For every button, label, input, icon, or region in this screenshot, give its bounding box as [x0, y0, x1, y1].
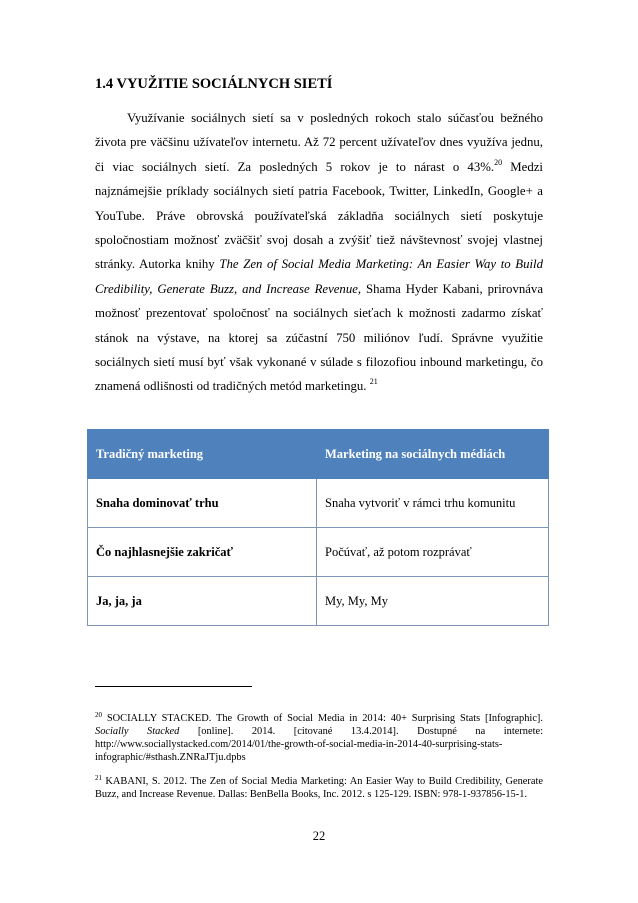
table-cell: Počúvať, až potom rozprávať	[317, 528, 549, 577]
paragraph-text-3: Shama Hyder Kabani, prirovnáva možnosť prezentovať spoločnosť na sociálnych sieťach k možnosti zadarmo získať stánok na výstave, na ktorej sa zúčastní 750 miliónov ľudí. Správne využitie sociálnych sietí musí byť však vykonané v súlade s filozofiou inbound marketingu, čo znamená odlišnosti od tradičných metód marketingu.	[95, 281, 543, 394]
table-row	[88, 528, 549, 577]
footnote-link-text[interactable]: [online]. 2014. [citované 13.4.2014]. Dostupné na internete: http://www.sociallystacked.com/2014/01/the-growth-of-social-media-in-2014-40-surprising-stats-infographic/#sthash.ZNRaJTju.dpbs	[95, 726, 543, 763]
table-row	[88, 577, 549, 626]
header-traditional: Tradičný marketing	[88, 430, 317, 479]
body-paragraph	[95, 106, 543, 399]
footnote-number: 21	[95, 774, 102, 782]
table-cell: My, My, My	[317, 577, 549, 626]
footnote-ref-20[interactable]: 20	[494, 157, 503, 167]
book-title: The Zen of Social Media Marketing: An Easier Way to Build Credibility, Generate Buzz, and Increase Revenue,	[95, 257, 544, 296]
paragraph-text-1: Využívanie sociálnych sietí sa v posledných rokoch stalo súčasťou bežného života pre väčšinu užívateľov internetu. Až 72 percent užívateľov dnes využíva jednu, či viac sociálnych sietí. Za posledných 5 rokov je to nárast o 43%.	[95, 111, 543, 174]
footnote-ref-21[interactable]: 21	[369, 377, 378, 387]
paragraph-text-2: Medzi najznámejšie príklady sociálnych sietí patria Facebook, Twitter, LinkedIn, Google+ a YouTube. Práve obrovská používateľská základňa sociálnych sietí poskytuje spoločnostiam možnosť zväčšiť svoj dosah a zvýšiť tiež návštevnosť svojej vlastnej stránky. Autorka knihy	[95, 159, 543, 272]
footnote-text: SOCIALLY STACKED. The Growth of Social Media in 2014: 40+ Surprising Stats [Infographic].	[106, 713, 543, 724]
footnote-divider	[95, 686, 252, 687]
table-cell: Ja, ja, ja	[88, 577, 317, 626]
footnote-number: 20	[95, 711, 102, 719]
table-cell: Snaha dominovať trhu	[88, 479, 317, 528]
footnote-italic: Socially Stacked	[95, 726, 180, 737]
header-social: Marketing na sociálnych médiách	[317, 430, 549, 479]
footnote-20	[95, 712, 543, 764]
footnote-text: KABANI, S. 2012. The Zen of Social Media Marketing: An Easier Way to Build Credibility, Generate Buzz, and Increase Revenue. Dallas: BenBella Books, Inc. 2012. s 125-129. ISBN: 978-1-937856-15-1.	[95, 776, 543, 800]
footnote-21	[95, 775, 543, 801]
table-row	[88, 479, 549, 528]
page-number: 22	[312, 829, 326, 843]
comparison-table	[87, 429, 549, 626]
table-cell: Čo najhlasnejšie zakričať	[88, 528, 317, 577]
table-header-row	[88, 430, 549, 479]
table-cell: Snaha vytvoriť v rámci trhu komunitu	[317, 479, 549, 528]
section-heading: 1.4 VYUŽITIE SOCIÁLNYCH SIETÍ	[95, 76, 333, 92]
